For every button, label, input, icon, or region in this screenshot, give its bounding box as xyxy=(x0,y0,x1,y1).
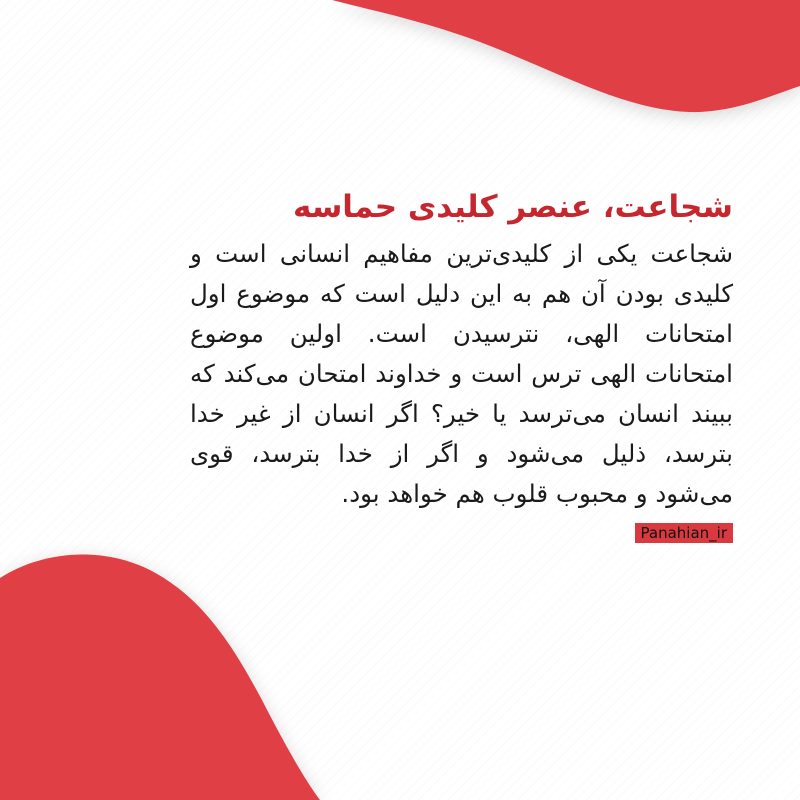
post-body: شجاعت یکی از کلیدی‌ترین مفاهیم انسانی است و کلیدی بودن آن هم به این دلیل است که موضوع اول امتحانات الهی، نترسیدن است. اولین موضوع امتحانات الهی ترس است و خداوند امتحان می‌کند که ببیند انسان می‌ترسد یا خیر؟ اگر انسان از غیر خدا بترسد، ذلیل می‌شود و اگر از خدا بترسد، قوی می‌شود و محبوب قلوب هم خواهد بود. xyxy=(190,239,733,508)
top-right-red-shape xyxy=(332,0,800,112)
author-handle: Panahian_ir xyxy=(635,523,733,543)
handle-row xyxy=(190,523,733,545)
bottom-left-red-shape xyxy=(0,554,320,800)
post-content xyxy=(190,180,733,545)
post-title: شجاعت، عنصر کلیدی حماسه xyxy=(293,189,733,225)
